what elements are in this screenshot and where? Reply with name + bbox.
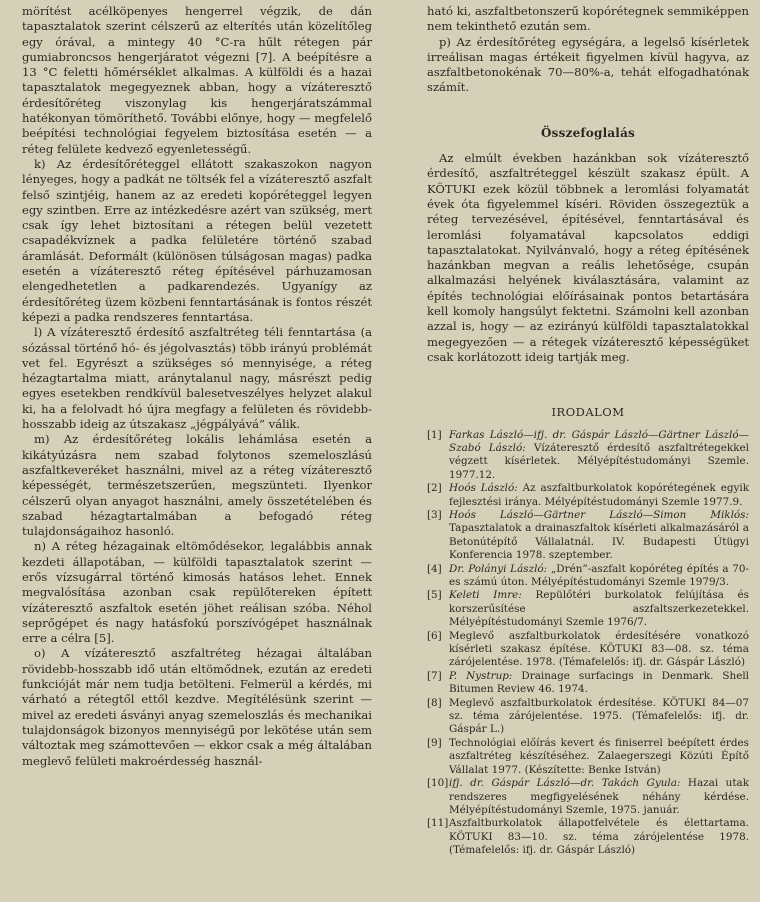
reference-body (449, 589, 749, 629)
reference-authors: Hoós László—Gärtner László—Simon Miklós: (449, 508, 749, 521)
summary-paragraph: Az elmúlt években hazánkban sok vízáteresztő érdesítő, aszfaltréteggel készült szakasz épült. A KÖTUKI ezek közül többnek a leromlási folyamatát évek óta figyelemmel kíséri. Röviden összegeztük a réteg tervezésével, építésével, fenntartásával és leromlási folyamatával kapcsolatos eddigi tapasztalatokat. Nyilvánvaló, hogy a réteg építésének hazánkban megvan a reális lehetősége, csupán alkalmazási helyének kiválasztására, valamint az építés technológiai előírásainak pontos betartására kell komoly hangsúlyt fektetni. Számolni kell azonban azzal is, hogy — az ezirányú külföldi tapasztalatokkal megegyezően — a rétegek vízáteresztő képességüket csak korlátozott ideig tartják meg. (427, 151, 749, 364)
paragraph-continuation-right: ható ki, aszfaltbetonszerű kopórétegnek semmiképpen nem tekinthető ezután sem. (427, 4, 749, 34)
reference-text: Tapasztalatok a drainaszfaltok kísérleti alkalmazásáról a Betonútépítő Vállalatnál. IV. Budapesti Útügyi Konferencia 1978. szeptember. (449, 522, 749, 562)
references-heading: IRODALOM (551, 405, 625, 420)
paragraph-m: m) Az érdesítőréteg lokális lehámlása esetén a kikátyúzásra nem szabad folytonos szemeloszlású aszfaltkeveréket használni, mivel az a réteg vízáteresztő képességét, természetszerűen, megszünteti. Ilyenkor célszerű olyan anyagot használni, amely összetételében és szabad hézagtartalmában a befogadó réteg tulajdonságaihoz hasonló. (22, 432, 372, 539)
reference-item (427, 817, 749, 857)
reference-number: [2] (427, 482, 442, 495)
reference-text: Technológiai előírás kevert és finiserrel beépített érdes aszfaltréteg készítéséhez. Zalaegerszegi Közúti Építő Vállalat 1977. (Készítette: Benke István) (449, 736, 749, 776)
paragraph-p: p) Az érdesítőréteg egységára, a legelső kísérletek irreálisan magas értékeit figyelmen kívül hagyva, az aszfaltbetonokénak 70—80%-a, tehát elfogadhatónak számít. (427, 34, 749, 95)
reference-number: [1] (427, 428, 442, 441)
references-list (427, 429, 749, 858)
reference-body (449, 563, 749, 590)
reference-text: „Drén”-aszfalt kopóréteg építés a 70-es számú úton. Mélyépítéstudományi Szemle 1979/3. (449, 562, 749, 588)
paragraph-continuation: mörítést acélköpenyes hengerrel végzik, de dán tapasztalatok szerint célszerű az elterítés után közelítőleg egy órával, a mintegy 40 °C-ra hűlt rétegen pár gumiabroncsos hengerjáratot végezni [7]. A beépítésre a 13 °C feletti hőmérséklet alkalmas. A külföldi és a hazai tapasztalatok megegyeznek abban, hogy a vízáteresztő érdesítőréteg viszonylag kis hengerjáratszámmal hatékonyan tömöríthető. További előnye, hogy — megfelelő beépítési technológiai fegyelem biztosítása esetén — a réteg felülete kedvező egyenletességű. (22, 4, 372, 156)
reference-authors: ifj. dr. Gáspár László—dr. Takách Gyula: (449, 777, 681, 790)
summary-heading: Összefoglalás (541, 125, 635, 140)
reference-text: Meglevő aszfaltburkolatok érdesítésére vonatkozó kísérleti szakasz építése. KÖTUKI 83—08. sz. téma zárójelentése. 1978. (Témafelelős: ifj. dr. Gáspár László) (449, 629, 749, 669)
reference-body (449, 509, 749, 563)
reference-number: [9] (427, 736, 442, 749)
reference-item (427, 670, 749, 697)
reference-body (449, 429, 749, 483)
right-column (427, 4, 749, 858)
paragraph-l: l) A vízáteresztő érdesítő aszfaltréteg téli fenntartása (a sózással történő hó- és jégolvasztás) több irányú problémát vet fel. Egyrészt a szükséges só mennyisége, a réteg hézagtartalma miatt, aránytalanul nagy, másrészt pedig egyes esetekben rendkívül balesetveszélyes helyzet alakul ki, ha a felolvadt hó újra megfagy a felületen és rövidebb-hosszabb ideig az útszakasz „jégpályává” válik. (22, 325, 372, 432)
reference-authors: Dr. Polányi László: (449, 562, 548, 575)
reference-authors: Keleti Imre: (449, 589, 522, 602)
left-column (22, 4, 372, 769)
reference-number: [11] (427, 817, 449, 830)
reference-body (449, 737, 749, 777)
reference-item (427, 697, 749, 737)
reference-body (449, 817, 749, 857)
reference-body (449, 777, 749, 817)
reference-number: [3] (427, 508, 442, 521)
reference-number: [7] (427, 669, 442, 682)
reference-body (449, 630, 749, 670)
reference-item (427, 630, 749, 670)
reference-number: [10] (427, 777, 449, 790)
reference-item (427, 429, 749, 483)
reference-item (427, 509, 749, 563)
reference-item (427, 589, 749, 629)
reference-number: [4] (427, 562, 442, 575)
reference-number: [5] (427, 589, 442, 602)
reference-text: Repülőtéri burkolatok felújítása és korszerűsítése aszfaltszerkezetekkel. Mélyépítéstudományi Szemle 1976/7. (449, 589, 750, 629)
reference-item (427, 563, 749, 590)
reference-text: Hazai utak rendszeres megfigyelésének néhány kérdése. Mélyépítéstudományi Szemle, 1975. január. (449, 777, 749, 816)
reference-body (449, 697, 749, 737)
reference-text: Az aszfaltburkolatok kopórétegének egyik fejlesztési iránya. Mélyépítéstudományi Szemle 1977.9. (449, 482, 749, 508)
reference-item (427, 482, 749, 509)
reference-authors: P. Nystrup: (449, 669, 513, 682)
reference-authors: Farkas László—ifj. dr. Gáspár László—Gärtner László—Szabó László: (449, 428, 749, 454)
reference-item (427, 777, 749, 817)
reference-text: Vízáteresztő érdesítő aszfaltrétegekkel végzett kísérletek. Mélyépítéstudományi Szemle. 1977.12. (449, 441, 749, 481)
reference-body (449, 670, 749, 697)
reference-authors: Hoós László: (449, 482, 518, 495)
reference-text: Aszfaltburkolatok állapotfelvétele és élettartama. KÖTUKI 83—10. sz. téma zárójelentése 1978. (Témafelelős: ifj. dr. Gáspár László) (449, 817, 749, 857)
reference-text: Drainage surfacings in Denmark. Shell Bitumen Review 46. 1974. (449, 669, 749, 696)
paragraph-n: n) A réteg hézagainak eltömődésekor, legalábbis annak kezdeti állapotában, — külföldi tapasztalatok szerint — erős vízsugárral történő kimosás hatásos lehet. Ennek megvalósítása azonban csak repülőtereken épített vízáteresztő aszfaltok esetén jöhet reálisan szóba. Néhol seprőgépet és nagy hatásfokú porszívógépet használnak erre a célra [5]. (22, 539, 372, 646)
paragraph-o: o) A vízáteresztő aszfaltréteg hézagai általában rövidebb-hosszabb idő után eltömődnek, ezután az eredeti funkcióját már nem tudja betölteni. Felmerül a kérdés, mi várható a rétegtől ettől kezdve. Megítélésünk szerint — mivel az eredeti ásványi anyag szemeloszlás és mechanikai tulajdonságok bizonyos mennyiségű por lekötése után sem változtak meg számottevően — ekkor csak a még általában meglevő felületi makroérdesség használ- (22, 646, 372, 768)
reference-item (427, 737, 749, 777)
reference-number: [8] (427, 696, 442, 709)
reference-body (449, 482, 749, 509)
paragraph-k: k) Az érdesítőréteggel ellátott szakaszokon nagyon lényeges, hogy a padkát ne töltsék fel a vízáteresztő aszfalt felső szintjéig, hanem az az eredeti kopóréteggel legyen egy szintben. Erre az intézkedésre azért van szükség, mert csak így lehet biztosítani a rétegen belül vezetett csapadékvíznek a padka felületére történő szabad áramlását. Deformált (különösen túlságosan magas) padka esetén a vízáteresztő réteg építésével párhuzamosan elengedhetetlen a padkarendezés. Ugyanígy az érdesítőréteg üzem közbeni fenntartásának is fontos részét képezi a padka rendszeres fenntartása. (22, 156, 372, 324)
reference-text: Meglevő aszfaltburkolatok érdesítése. KÖTUKI 84—07 sz. téma zárójelentése. 1975. (Témafelelős: ifj. dr. Gáspár L.) (449, 696, 749, 736)
reference-number: [6] (427, 629, 442, 642)
